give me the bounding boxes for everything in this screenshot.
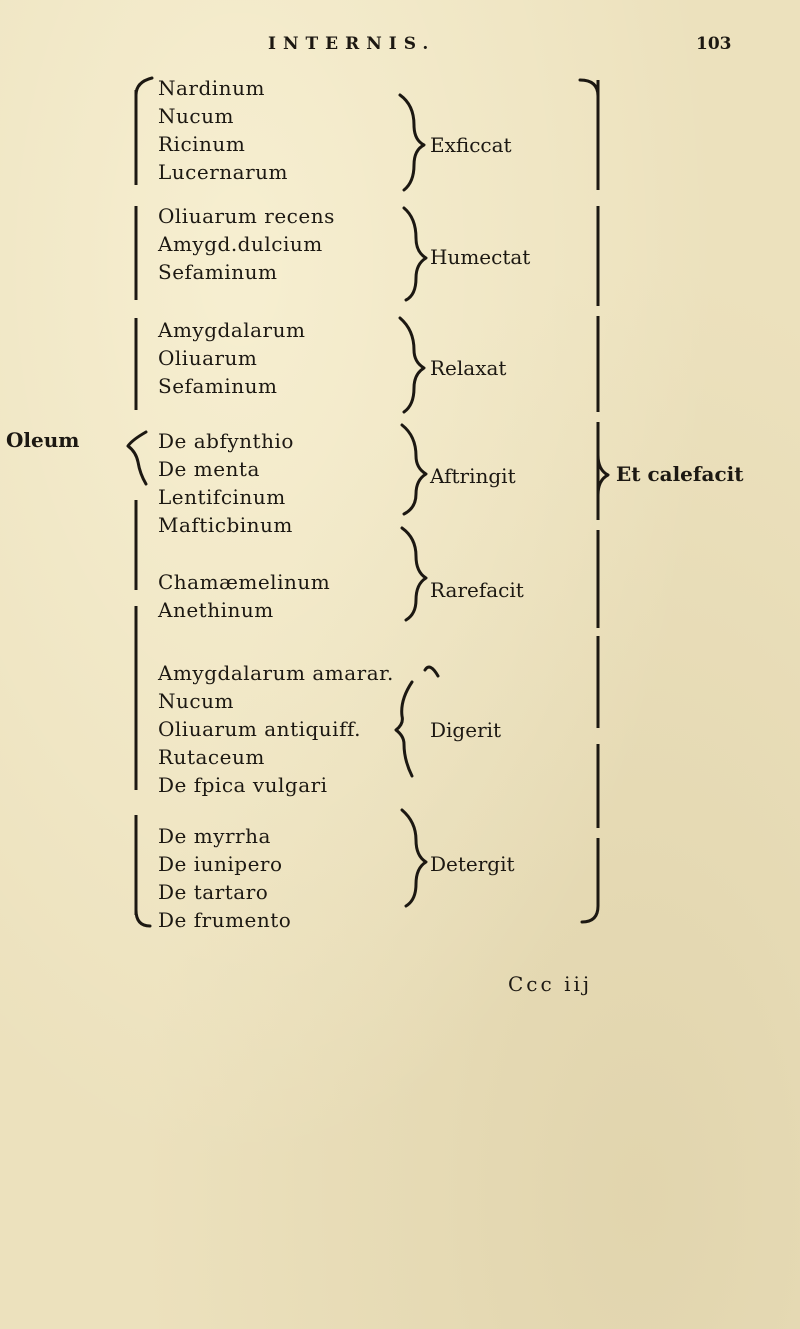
folio-number: 103 (696, 34, 732, 54)
group-6-verb: Digerit (430, 718, 502, 742)
group-1-verb: Exficcat (430, 133, 512, 157)
brace-2 (404, 208, 426, 300)
group-4-verb: Aftringit (430, 464, 516, 488)
list-item: De iunipero (158, 852, 283, 876)
group-2-verb: Humectat (430, 245, 531, 269)
group-7-verb: Detergit (430, 852, 515, 876)
left-bracket-bottom (136, 910, 150, 926)
list-item: Nardinum (158, 76, 265, 100)
list-item: Ricinum (158, 132, 246, 156)
group-5-items (158, 568, 330, 624)
list-item: Nucum (158, 104, 234, 128)
group-7-items (158, 822, 291, 934)
list-item: Lentifcinum (158, 485, 286, 509)
list-item: Mafticbinum (158, 513, 293, 537)
group-2-items (158, 202, 335, 286)
brace-7 (402, 810, 426, 906)
list-item: Nucum (158, 689, 234, 713)
list-item: Amygdalarum amarar. (158, 661, 394, 685)
list-item: De abfynthio (158, 429, 294, 453)
et-calefacit-label: Et calefacit (616, 462, 744, 486)
brace-3 (400, 318, 424, 412)
list-item: Oliuarum antiquiff. (158, 717, 362, 741)
brace-4 (402, 425, 426, 514)
list-item: Sefaminum (158, 374, 278, 398)
list-item: Amygdalarum (158, 318, 306, 342)
brace-5 (402, 528, 426, 620)
list-item: De tartaro (158, 880, 269, 904)
brace-6-hook (425, 667, 438, 676)
right-bracket-bottom (582, 906, 598, 922)
brace-1 (400, 95, 424, 190)
list-item: Rutaceum (158, 745, 265, 769)
right-bracket-top (580, 80, 598, 96)
list-item: Anethinum (158, 598, 274, 622)
group-5-verb: Rarefacit (430, 578, 524, 602)
group-6-items (158, 659, 394, 799)
oleum-label: Oleum (6, 428, 80, 452)
list-item: De menta (158, 457, 260, 481)
list-item: Oliuarum recens (158, 204, 335, 228)
left-bracket-center (128, 432, 146, 484)
list-item: De frumento (158, 908, 292, 932)
group-4-items (158, 427, 294, 539)
list-item: De myrrha (158, 824, 271, 848)
list-item: De fpica vulgari (158, 773, 328, 797)
list-item: Amygd.dulcium (158, 232, 323, 256)
group-1-items (158, 74, 288, 186)
running-head: INTERNIS. (268, 34, 436, 54)
group-3-items (158, 316, 305, 400)
left-bracket-top (136, 78, 152, 95)
list-item: Oliuarum (158, 346, 258, 370)
signature-mark: Ccc iij (508, 972, 593, 996)
list-item: Lucernarum (158, 160, 288, 184)
list-item: Chamæmelinum (158, 570, 331, 594)
group-3-verb: Relaxat (430, 356, 507, 380)
list-item: Sefaminum (158, 260, 278, 284)
brace-6 (396, 682, 412, 776)
